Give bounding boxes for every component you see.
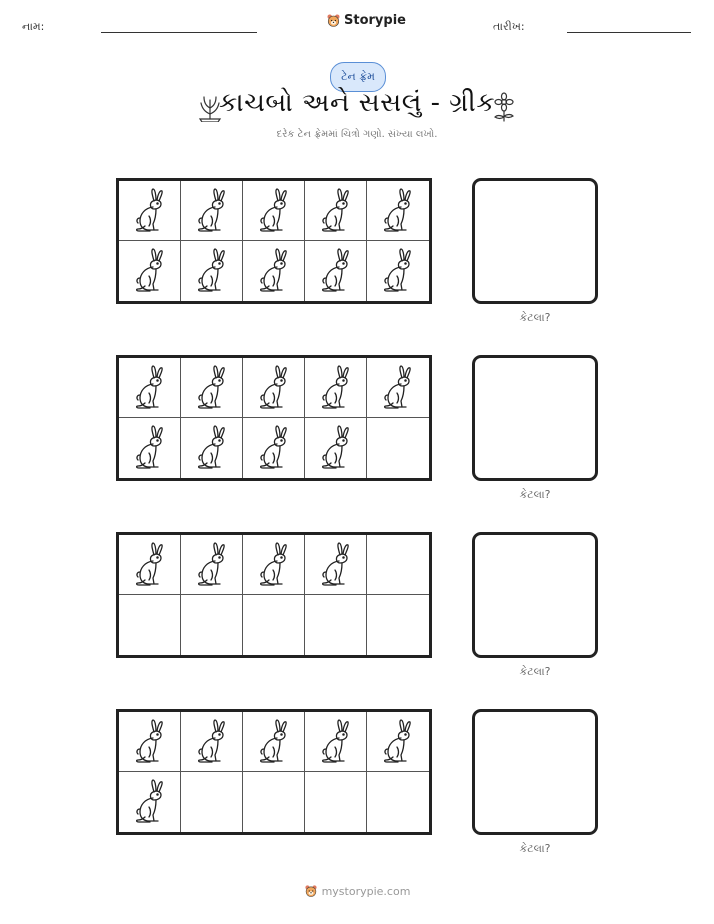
rabbit-icon [130,188,170,234]
rabbit-icon [378,188,418,234]
rabbit-icon [130,248,170,294]
bear-face-icon [326,13,341,28]
ten-frame-cell [305,712,367,772]
answer-box[interactable] [472,709,598,835]
rabbit-icon [192,248,232,294]
ten-frame-cell [181,595,243,655]
ten-frame-cell [243,772,305,832]
how-many-label: કેટલા? [519,665,551,678]
rabbit-icon [316,248,356,294]
answer-box[interactable] [472,355,598,481]
footer-url: mystorypie.com [321,884,411,898]
ten-frame-cell [181,772,243,832]
date-label: તારીખ: [493,20,525,33]
flower-icon [491,92,517,122]
brand-name: Storypie [344,13,406,28]
ten-frame-cell [367,772,429,832]
ten-frame-cell [243,418,305,478]
rabbit-icon [192,719,232,765]
ten-frame-cell [243,181,305,241]
ten-frame [116,355,432,481]
ten-frame-cell [119,535,181,595]
how-many-label: કેટલા? [519,842,551,855]
ten-frame-cell [305,181,367,241]
name-label: નામ: [22,20,45,33]
ten-frame-cell [181,535,243,595]
ten-frame-cell [181,241,243,301]
ten-frame-cell [243,595,305,655]
rabbit-icon [316,425,356,471]
rabbit-icon [192,425,232,471]
ten-frame-cell [305,358,367,418]
rabbit-icon [130,542,170,588]
footer [0,884,714,898]
ten-frame [116,532,432,658]
rabbit-icon [130,365,170,411]
ten-frame-cell [119,241,181,301]
ten-frame-cell [181,181,243,241]
ten-frame-cell [305,595,367,655]
ten-frame-cell [367,595,429,655]
rabbit-icon [254,248,294,294]
answer-box[interactable] [472,178,598,304]
rabbit-icon [316,719,356,765]
how-many-label: કેટલા? [519,488,551,501]
ten-frame-cell [119,418,181,478]
topic-badge: ટેન ફ્રેમ [330,62,386,92]
rabbit-icon [378,365,418,411]
rabbit-icon [130,425,170,471]
rabbit-icon [378,248,418,294]
rabbit-icon [254,188,294,234]
rabbit-icon [316,188,356,234]
ten-frame-cell [119,358,181,418]
brand-logo [326,13,406,28]
rabbit-icon [130,779,170,825]
ten-frame-cell [243,241,305,301]
ten-frame-cell [243,535,305,595]
answer-box[interactable] [472,532,598,658]
rabbit-icon [254,542,294,588]
rabbit-icon [192,188,232,234]
ten-frame-cell [119,712,181,772]
ten-frame-cell [119,595,181,655]
ten-frame-cell [119,772,181,832]
rabbit-icon [316,365,356,411]
rabbit-icon [192,365,232,411]
rabbit-icon [254,365,294,411]
ten-frame-cell [243,712,305,772]
rabbit-icon [378,719,418,765]
ten-frame-cell [367,535,429,595]
ten-frame-cell [367,418,429,478]
ten-frame-cell [367,241,429,301]
rabbit-icon [192,542,232,588]
ten-frame [116,178,432,304]
bear-face-icon [304,884,318,898]
ten-frame-cell [305,772,367,832]
instructions: દરેક ટેન ફ્રેમમાં ચિત્રો ગણો. સંખ્યા લખો. [276,129,438,140]
ten-frame-cell [243,358,305,418]
ten-frame-cell [181,358,243,418]
rabbit-icon [254,719,294,765]
how-many-label: કેટલા? [519,311,551,324]
ten-frame-cell [305,418,367,478]
date-line[interactable] [567,32,691,33]
ten-frame-cell [119,181,181,241]
ten-frame-cell [181,712,243,772]
ten-frame [116,709,432,835]
ten-frame-cell [367,358,429,418]
ten-frame-cell [305,535,367,595]
rabbit-icon [130,719,170,765]
name-line[interactable] [101,32,257,33]
ten-frame-cell [367,181,429,241]
rabbit-icon [316,542,356,588]
ten-frame-cell [305,241,367,301]
ten-frame-cell [181,418,243,478]
ten-frame-cell [367,712,429,772]
rabbit-icon [254,425,294,471]
page-title: કાચબો અને સસલું - ગ્રીક [218,88,496,118]
